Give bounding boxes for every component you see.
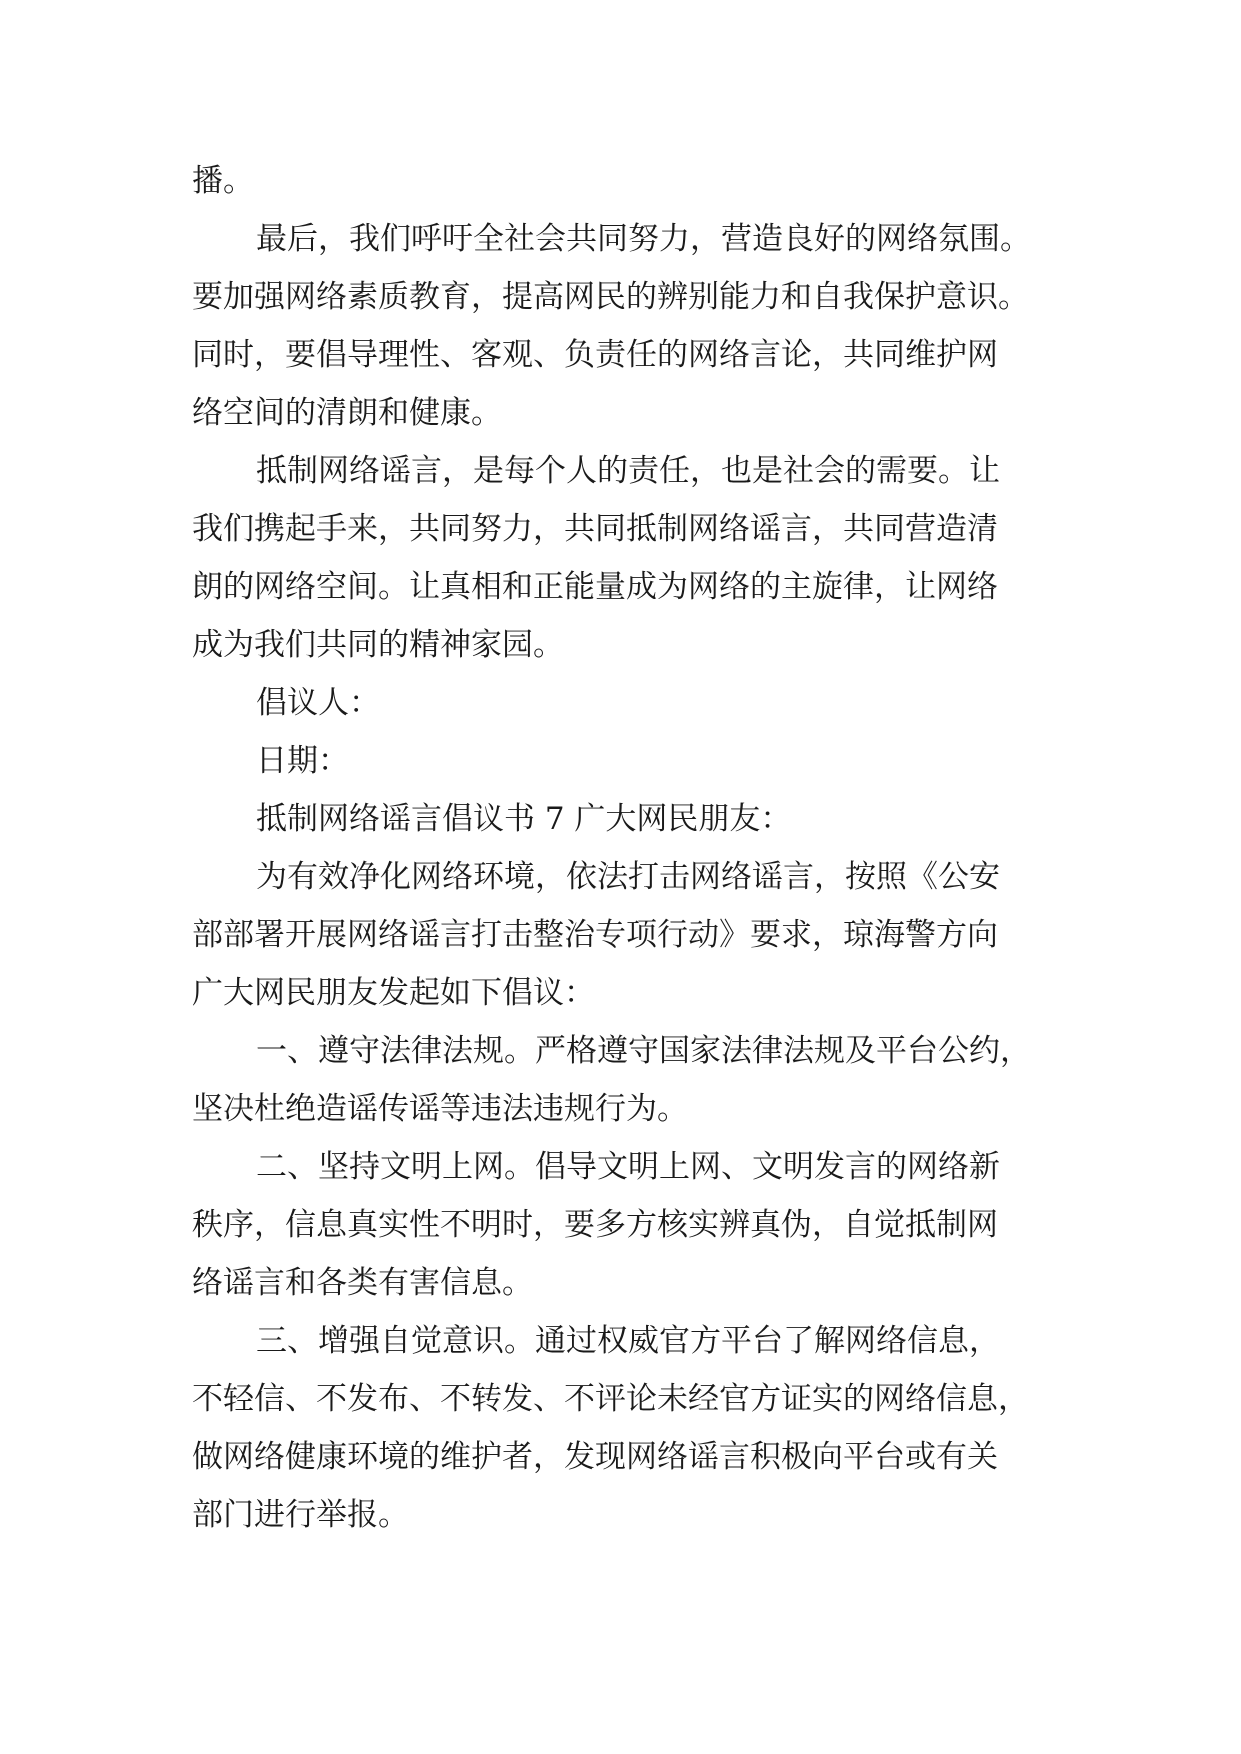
document-body	[192, 152, 1092, 1544]
document-text-line: 不轻信、不发布、不转发、不评论未经官方证实的网络信息，	[192, 1381, 1029, 1417]
document-text-line: 络空间的清朗和健康。	[192, 395, 502, 431]
document-text-line: 秩序，信息真实性不明时，要多方核实辨真伪，自觉抵制网	[192, 1207, 998, 1243]
document-text-line: 播。	[192, 163, 254, 199]
document-text-line: 部部署开展网络谣言打击整治专项行动》要求，琼海警方向	[192, 917, 998, 953]
document-text-line: 三、增强自觉意识。通过权威官方平台了解网络信息，	[256, 1323, 1000, 1359]
document-text-line: 部门进行举报。	[192, 1497, 409, 1533]
document-text-line: 我们携起手来，共同努力，共同抵制网络谣言，共同营造清	[192, 511, 998, 547]
document-text-line: 要加强网络素质教育，提高网民的辨别能力和自我保护意识。	[192, 279, 1029, 315]
document-text-line: 坚决杜绝造谣传谣等违法违规行为。	[192, 1091, 688, 1127]
document-text-line: 抵制网络谣言，是每个人的责任，也是社会的需要。让	[256, 453, 1000, 489]
document-text-line: 抵制网络谣言倡议书 7 广大网民朋友：	[256, 801, 792, 837]
document-text-line: 最后，我们呼吁全社会共同努力，营造良好的网络氛围。	[256, 221, 1031, 257]
document-text-line: 同时，要倡导理性、客观、负责任的网络言论，共同维护网	[192, 337, 998, 373]
document-text-line: 为有效净化网络环境，依法打击网络谣言，按照《公安	[256, 859, 1000, 895]
document-text-line: 做网络健康环境的维护者，发现网络谣言积极向平台或有关	[192, 1439, 998, 1475]
document-text-line: 络谣言和各类有害信息。	[192, 1265, 533, 1301]
document-text-line: 朗的网络空间。让真相和正能量成为网络的主旋律，让网络	[192, 569, 998, 605]
document-text-line: 日期：	[256, 743, 349, 779]
document-text-line: 成为我们共同的精神家园。	[192, 627, 564, 663]
document-text-line: 倡议人：	[256, 685, 380, 721]
document-text-line: 一、遵守法律法规。严格遵守国家法律法规及平台公约，	[256, 1033, 1031, 1069]
document-text-line: 广大网民朋友发起如下倡议：	[192, 975, 595, 1011]
document-text-line: 二、坚持文明上网。倡导文明上网、文明发言的网络新	[256, 1149, 1000, 1185]
